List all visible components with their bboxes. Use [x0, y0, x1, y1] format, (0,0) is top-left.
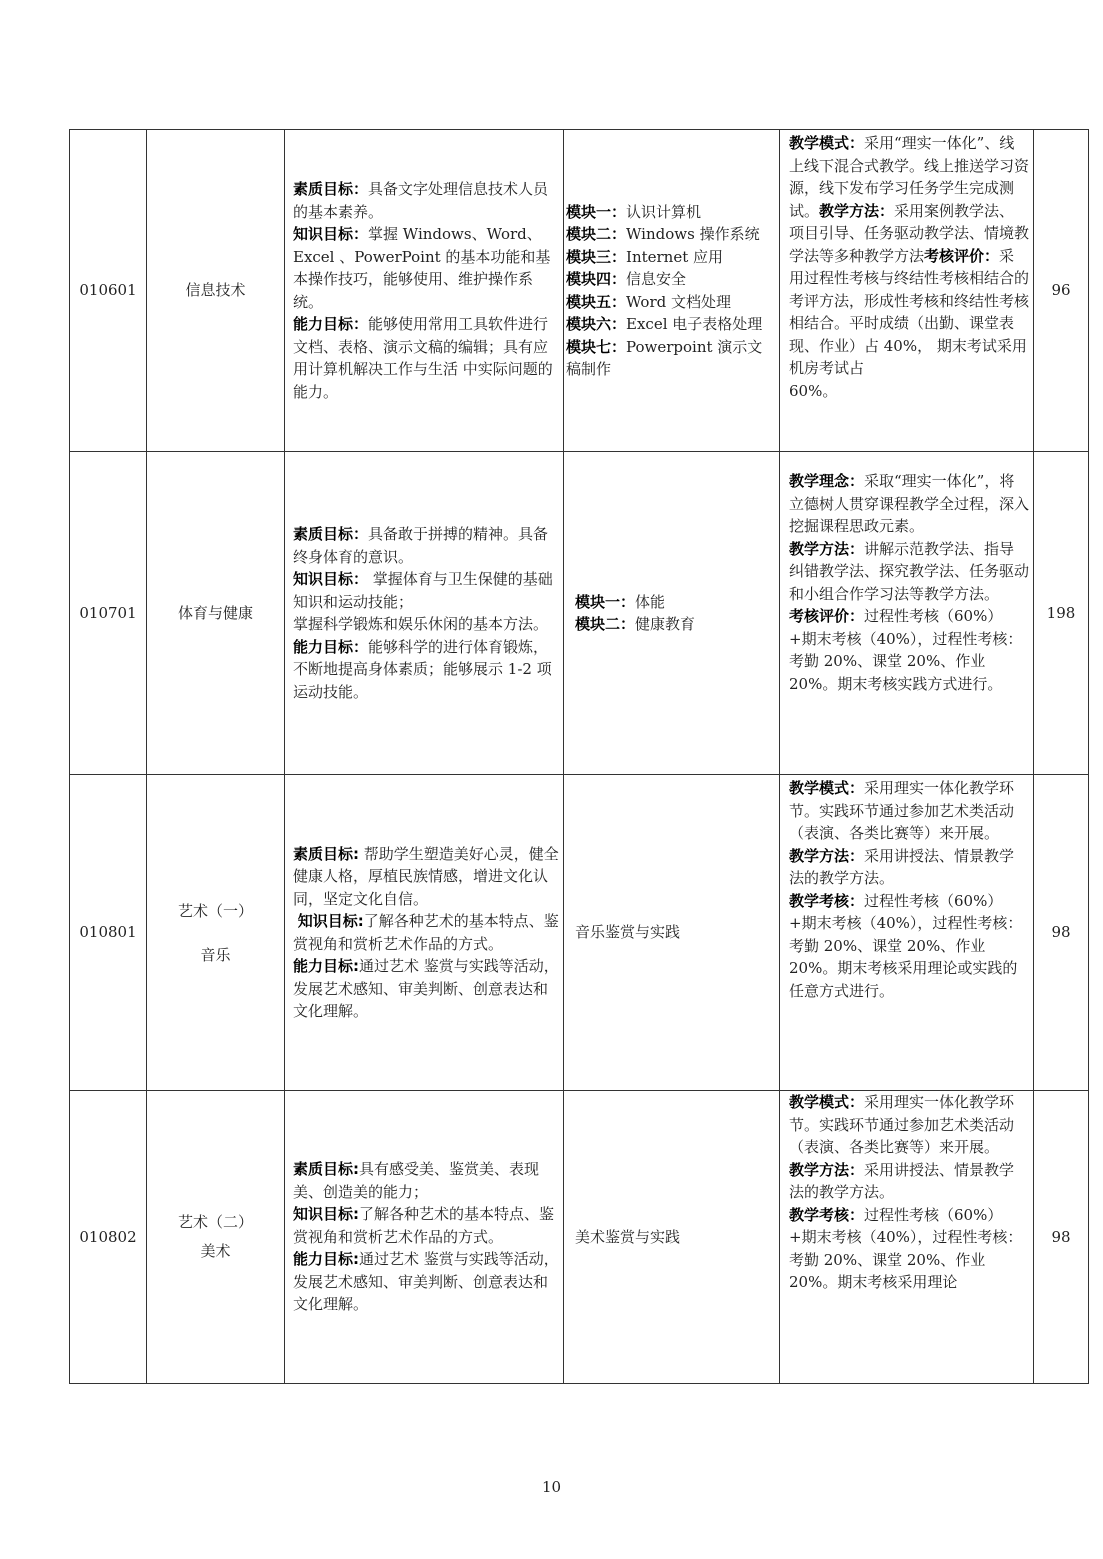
goal-knowledge: 了解各种艺术的基本特点、鉴赏视角和赏析艺术作品的方式。: [293, 912, 559, 953]
method-assessment: 过程性考核（60%）+期末考核（40%），过程性考核：考勤 20%、课堂 20%、作业 20%。期末考核实践方式进行。: [789, 607, 1023, 693]
course-methods: 教学模式：采用理实一体化教学环节。实践环节通过参加艺术类活动（表演、各类比赛等）来开展。 教学方法：采用讲授法、情景教学法的教学方法。 教学考核：过程性考核（60%）+期末考核（40%），过程性考核：考勤 20%、课堂 20%、作业 20%。期末考核采用理论: [780, 1091, 1034, 1384]
goal-ability: 能够科学的进行体育锻炼，不断地提高身体素质；能够展示 1-2 项运动技能。: [293, 637, 552, 701]
course-modules: [564, 130, 780, 452]
course-name: 艺术（一） 音乐: [147, 775, 285, 1091]
course-name: 信息技术: [147, 130, 285, 452]
course-modules: 美术鉴赏与实践: [564, 1091, 780, 1384]
label-quality: 素质目标：: [293, 180, 369, 198]
course-goals: 素质目标:具有感受美、鉴赏美、表现美、创造美的能力； 知识目标:了解各种艺术的基本特点、鉴赏视角和赏析艺术作品的方式。 能力目标:通过艺术 鉴赏与实践等活动，发展艺术感知、审美判断、创意表达和文化理解。: [285, 1091, 564, 1384]
goal-ability: 通过艺术 鉴赏与实践等活动，发展艺术感知、审美判断、创意表达和文化理解。: [293, 957, 559, 1020]
method-mode: 采用理实一体化教学环节。实践环节通过参加艺术类活动（表演、各类比赛等）来开展。: [789, 1093, 1015, 1156]
goal-quality: 具备敢于拼搏的精神。具备终身体育的意识。: [293, 525, 549, 566]
method-assessment: 过程性考核（60%）+期末考核（40%），过程性考核：考勤 20%、课堂 20%、作业 20%。期末考核采用理论: [789, 1205, 1023, 1291]
page-number: 10: [541, 1478, 562, 1496]
goal-knowledge-2: 掌握科学锻炼和娱乐休闲的基本方法。: [293, 615, 549, 633]
module-item: 模块四：信息安全: [566, 270, 687, 288]
module-item: 模块二：Windows 操作系统: [566, 225, 760, 243]
course-code: 010802: [70, 1091, 147, 1384]
module-item: 模块三：Internet 应用: [566, 247, 724, 266]
course-methods: 教学理念：采取“理实一体化”，将立德树人贯穿课程教学全过程，深入挖掘课程思政元素。 教学方法：讲解示范教学法、指导纠错教学法、探究教学法、任务驱动和小组合作学习法等教学方法。 考核评价：过程性考核（60%）+期末考核（40%），过程性考核：考勤 20%、课堂 20%、作业 20%。期末考核实践方式进行。: [780, 452, 1034, 775]
label-ability: 能力目标：: [293, 315, 369, 333]
course-code: 010801: [70, 775, 147, 1091]
label-knowledge: 知识目标：: [293, 225, 369, 243]
goal-quality: 帮助学生塑造美好心灵，健全健康人格，厚植民族情感，增进文化认同，坚定文化自信。: [293, 844, 559, 908]
course-hours: 96: [1034, 130, 1089, 452]
method-method: 采用讲授法、情景教学法的教学方法。: [789, 846, 1015, 887]
module-item: 模块二：健康教育: [575, 615, 696, 633]
course-hours: 98: [1034, 775, 1089, 1091]
goal-knowledge: 了解各种艺术的基本特点、鉴赏视角和赏析艺术作品的方式。: [293, 1205, 555, 1246]
method-method: 采用讲授法、情景教学法的教学方法。: [789, 1160, 1015, 1201]
method-method: 采用案例教学法、项目引导、任务驱动教学法、情境教学法等多种教学方法: [789, 201, 1030, 265]
course-hours: 198: [1034, 452, 1089, 775]
method-assessment-tail: 60%。: [789, 381, 838, 400]
goal-knowledge: 掌握体育与卫生保健的基础知识和运动技能；: [293, 570, 553, 611]
course-goals: 素质目标：具备敢于拼搏的精神。具备终身体育的意识。 知识目标： 掌握体育与卫生保健的基础知识和运动技能； 掌握科学锻炼和娱乐休闲的基本方法。 能力目标：能够科学的进行体育锻炼，不断地提高身体素质；能够展示 1-2 项运动技能。: [285, 452, 564, 775]
course-code: 010601: [70, 130, 147, 452]
method-mode: 采用“理实一体化”、线上线下混合式教学。线上推送学习资源，线下发布学习任务学生完成测试。: [789, 134, 1030, 220]
goal-knowledge: 掌握 Windows、Word、Excel 、PowerPoint 的基本功能和基本操作技巧，能够使用、维护操作系统。: [293, 225, 551, 311]
module-item: 模块一：认识计算机: [566, 202, 702, 221]
course-goals: 素质目标: 帮助学生塑造美好心灵，健全健康人格，厚植民族情感，增进文化认同，坚定文化自信。 知识目标:了解各种艺术的基本特点、鉴赏视角和赏析艺术作品的方式。 能力目标:通过艺术 鉴赏与实践等活动，发展艺术感知、审美判断、创意表达和文化理解。: [285, 775, 564, 1091]
module-item: 模块七：Powerpoint 演示文稿制作: [566, 337, 763, 378]
course-methods: 教学模式：采用理实一体化教学环节。实践环节通过参加艺术类活动（表演、各类比赛等）来开展。 教学方法：采用讲授法、情景教学法的教学方法。 教学考核：过程性考核（60%）+期末考核（40%），过程性考核：考勤 20%、课堂 20%、作业 20%。期末考核采用理论或实践的任意方式进行。: [780, 775, 1034, 1091]
course-goals: [285, 130, 564, 452]
course-hours: 98: [1034, 1091, 1089, 1384]
goal-ability: 通过艺术 鉴赏与实践等活动，发展艺术感知、审美判断、创意表达和文化理解。: [293, 1250, 559, 1314]
course-name: 艺术（二） 美术: [147, 1091, 285, 1384]
goal-quality: 具有感受美、鉴赏美、表现美、创造美的能力；: [293, 1160, 540, 1201]
method-concept: 采取“理实一体化”，将立德树人贯穿课程教学全过程，深入挖掘课程思政元素。: [789, 472, 1030, 535]
course-methods: 教学模式：采用“理实一体化”、线上线下混合式教学。线上推送学习资源，线下发布学习任务学生完成测试。教学方法：采用案例教学法、项目引导、任务驱动教学法、情境教学法等多种教学方法考核评价：采用过程性考核与终结性考核相结合的考评方法，形成性考核和终结性考核相结合。平时成绩（出勤、课堂表现、作业）占 40%， 期末考试采用机房考试占 60%。: [780, 130, 1034, 452]
course-code: 010701: [70, 452, 147, 775]
course-modules: [564, 452, 780, 775]
method-assessment: 过程性考核（60%）+期末考核（40%），过程性考核：考勤 20%、课堂 20%、作业 20%。期末考核采用理论或实践的任意方式进行。: [789, 891, 1023, 1000]
method-assessment: 采用过程性考核与终结性考核相结合的考评方法，形成性考核和终结性考核相结合。平时成绩（出勤、课堂表现、作业）占 40%， 期末考试采用机房考试占: [789, 246, 1030, 377]
goal-quality: 具备文字处理信息技术人员的基本素养。: [293, 180, 549, 221]
method-mode: 采用理实一体化教学环节。实践环节通过参加艺术类活动（表演、各类比赛等）来开展。: [789, 779, 1015, 842]
method-method: 讲解示范教学法、指导纠错教学法、探究教学法、任务驱动和小组合作学习法等教学方法。: [789, 539, 1030, 603]
table-row: [70, 130, 1089, 452]
course-name: 体育与健康: [147, 452, 285, 775]
table-row: [70, 775, 1089, 1091]
table-row: [70, 452, 1089, 775]
course-modules: 音乐鉴赏与实践: [564, 775, 780, 1091]
goal-ability: 能够使用常用工具软件进行文档、表格、演示文稿的编辑；具有应用计算机解决工作与生活 中实际问题的能力。: [293, 315, 553, 401]
course-table: [69, 129, 1089, 1384]
module-item: 模块六：Excel 电子表格处理: [566, 315, 763, 333]
module-item: 模块一：体能: [575, 592, 666, 611]
table-row: [70, 1091, 1089, 1384]
module-item: 模块五：Word 文档处理: [566, 292, 731, 311]
